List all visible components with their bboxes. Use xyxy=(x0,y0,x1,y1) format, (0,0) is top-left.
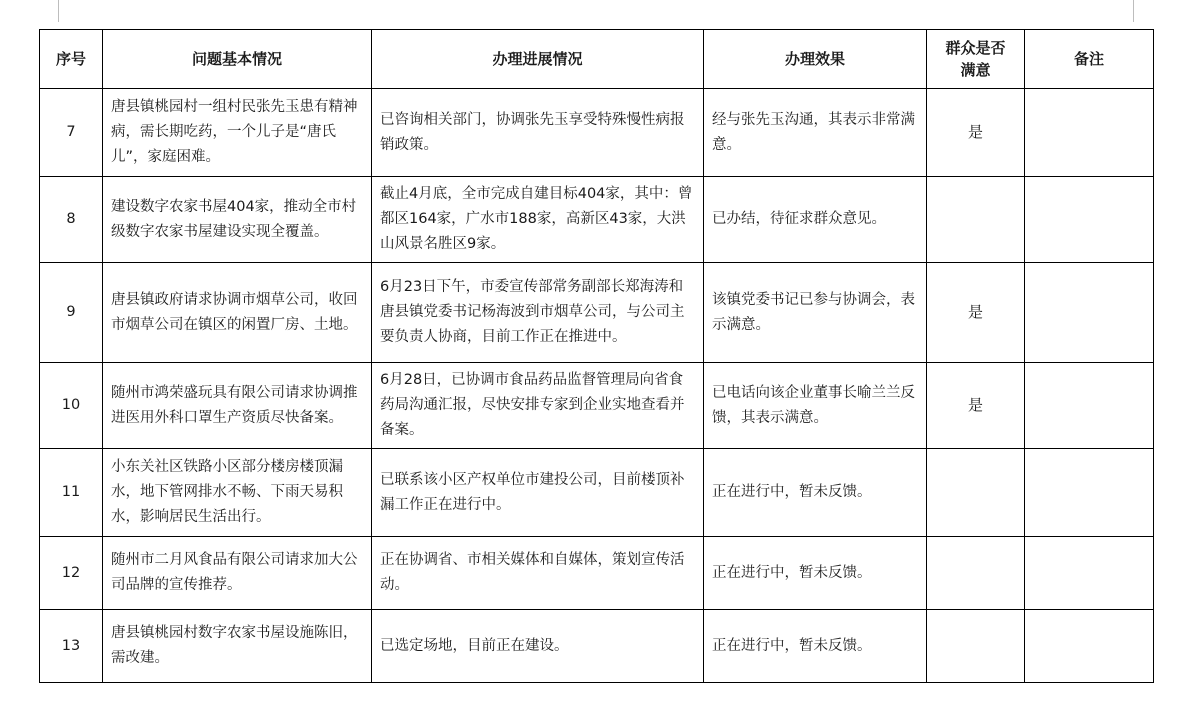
header-remarks: 备注 xyxy=(1025,30,1154,89)
cell-seq: 7 xyxy=(40,89,103,177)
cell-progress xyxy=(372,363,704,449)
cell-effect xyxy=(704,537,927,610)
cell-progress xyxy=(372,610,704,683)
cell-progress xyxy=(372,449,704,537)
cell-remarks xyxy=(1025,610,1154,683)
cell-issue-text: 随州市二月风食品有限公司请求加大公司品牌的宣传推荐。 xyxy=(111,552,358,593)
cell-issue xyxy=(103,610,372,683)
table-header-row xyxy=(40,30,1154,89)
header-seq: 序号 xyxy=(40,30,103,89)
table-row xyxy=(40,537,1154,610)
cell-issue-text: 建设数字农家书屋404家，推动全市村级数字农家书屋建设实现全覆盖。 xyxy=(111,198,357,240)
cell-effect-text: 正在进行中，暂未反馈。 xyxy=(712,564,872,581)
table-row xyxy=(40,363,1154,449)
cell-effect-text: 已电话向该企业董事长喻兰兰反馈，其表示满意。 xyxy=(712,384,915,426)
cell-progress-text: 6月28日，已协调市食品药品监督管理局向省食药局沟通汇报，尽快安排专家到企业实地查看并备案。 xyxy=(380,372,685,438)
cell-progress xyxy=(372,89,704,177)
cell-remarks xyxy=(1025,537,1154,610)
table-row xyxy=(40,610,1154,683)
cell-effect xyxy=(704,610,927,683)
table-row xyxy=(40,89,1154,177)
cell-remarks xyxy=(1025,263,1154,363)
header-satisfied xyxy=(927,30,1025,89)
cell-seq: 8 xyxy=(40,177,103,263)
header-effect: 办理效果 xyxy=(704,30,927,89)
cell-issue xyxy=(103,177,372,263)
cell-issue xyxy=(103,89,372,177)
header-satisfied-line2: 满意 xyxy=(960,61,991,79)
cell-remarks xyxy=(1025,89,1154,177)
cell-satisfied: 是 xyxy=(927,363,1025,449)
cell-issue xyxy=(103,263,372,363)
cell-satisfied: 是 xyxy=(927,263,1025,363)
table-row xyxy=(40,263,1154,363)
cell-effect-text: 该镇党委书记已参与协调会，表示满意。 xyxy=(712,291,915,333)
cell-progress-text: 6月23日下午，市委宣传部常务副部长郑海涛和唐县镇党委书记杨海波到市烟草公司，与公司主要负责人协商，目前工作正在推进中。 xyxy=(380,279,685,345)
cell-issue-text: 唐县镇桃园村一组村民张先玉患有精神病，需长期吃药，一个儿子是“唐氏儿”，家庭困难。 xyxy=(111,99,358,165)
cell-progress-text: 截止4月底，全市完成自建目标404家，其中：曾都区164家，广水市188家，高新区43家，大洪山风景名胜区9家。 xyxy=(380,186,693,252)
cell-progress-text: 已咨询相关部门，协调张先玉享受特殊慢性病报销政策。 xyxy=(380,111,685,153)
page-margin-mark-left xyxy=(58,0,59,22)
cell-effect xyxy=(704,363,927,449)
cell-seq: 11 xyxy=(40,449,103,537)
cell-issue xyxy=(103,449,372,537)
table-row xyxy=(40,449,1154,537)
cell-issue-text: 唐县镇桃园村数字农家书屋设施陈旧，需改建。 xyxy=(111,625,358,666)
cell-progress-text: 已联系该小区产权单位市建投公司，目前楼顶补漏工作正在进行中。 xyxy=(380,471,685,513)
cell-satisfied: 是 xyxy=(927,89,1025,177)
header-progress: 办理进展情况 xyxy=(372,30,704,89)
cell-progress xyxy=(372,177,704,263)
cell-issue-text: 唐县镇政府请求协调市烟草公司，收回市烟草公司在镇区的闲置厂房、土地。 xyxy=(111,291,358,333)
cell-satisfied xyxy=(927,537,1025,610)
cell-seq: 13 xyxy=(40,610,103,683)
cell-satisfied xyxy=(927,177,1025,263)
page-corner-marks xyxy=(0,0,1185,30)
header-satisfied-line1: 群众是否 xyxy=(945,39,1006,57)
cell-remarks xyxy=(1025,449,1154,537)
table-row xyxy=(40,177,1154,263)
cell-effect xyxy=(704,89,927,177)
cell-effect xyxy=(704,449,927,537)
cell-progress-text: 已选定场地，目前正在建设。 xyxy=(380,637,569,654)
cell-progress-text: 正在协调省、市相关媒体和自媒体，策划宣传活动。 xyxy=(380,552,685,593)
cell-seq: 12 xyxy=(40,537,103,610)
cell-effect-text: 已办结，待征求群众意见。 xyxy=(712,211,886,227)
cell-effect-text: 经与张先玉沟通，其表示非常满意。 xyxy=(712,111,915,153)
cell-satisfied xyxy=(927,610,1025,683)
page-margin-mark-right xyxy=(1133,0,1134,22)
cell-effect-text: 正在进行中，暂未反馈。 xyxy=(712,637,872,654)
cell-issue-text: 随州市鸿荣盛玩具有限公司请求协调推进医用外科口罩生产资质尽快备案。 xyxy=(111,384,358,426)
cell-remarks xyxy=(1025,177,1154,263)
cell-issue xyxy=(103,363,372,449)
cell-satisfied xyxy=(927,449,1025,537)
cell-remarks xyxy=(1025,363,1154,449)
issue-tracking-table xyxy=(39,29,1154,683)
cell-progress xyxy=(372,263,704,363)
cell-effect xyxy=(704,263,927,363)
cell-seq: 10 xyxy=(40,363,103,449)
cell-issue xyxy=(103,537,372,610)
cell-effect-text: 正在进行中，暂未反馈。 xyxy=(712,484,872,500)
cell-issue-text: 小东关社区铁路小区部分楼房楼顶漏水，地下管网排水不畅、下雨天易积水，影响居民生活出行。 xyxy=(111,459,343,525)
cell-progress xyxy=(372,537,704,610)
cell-effect xyxy=(704,177,927,263)
header-issue: 问题基本情况 xyxy=(103,30,372,89)
cell-seq: 9 xyxy=(40,263,103,363)
